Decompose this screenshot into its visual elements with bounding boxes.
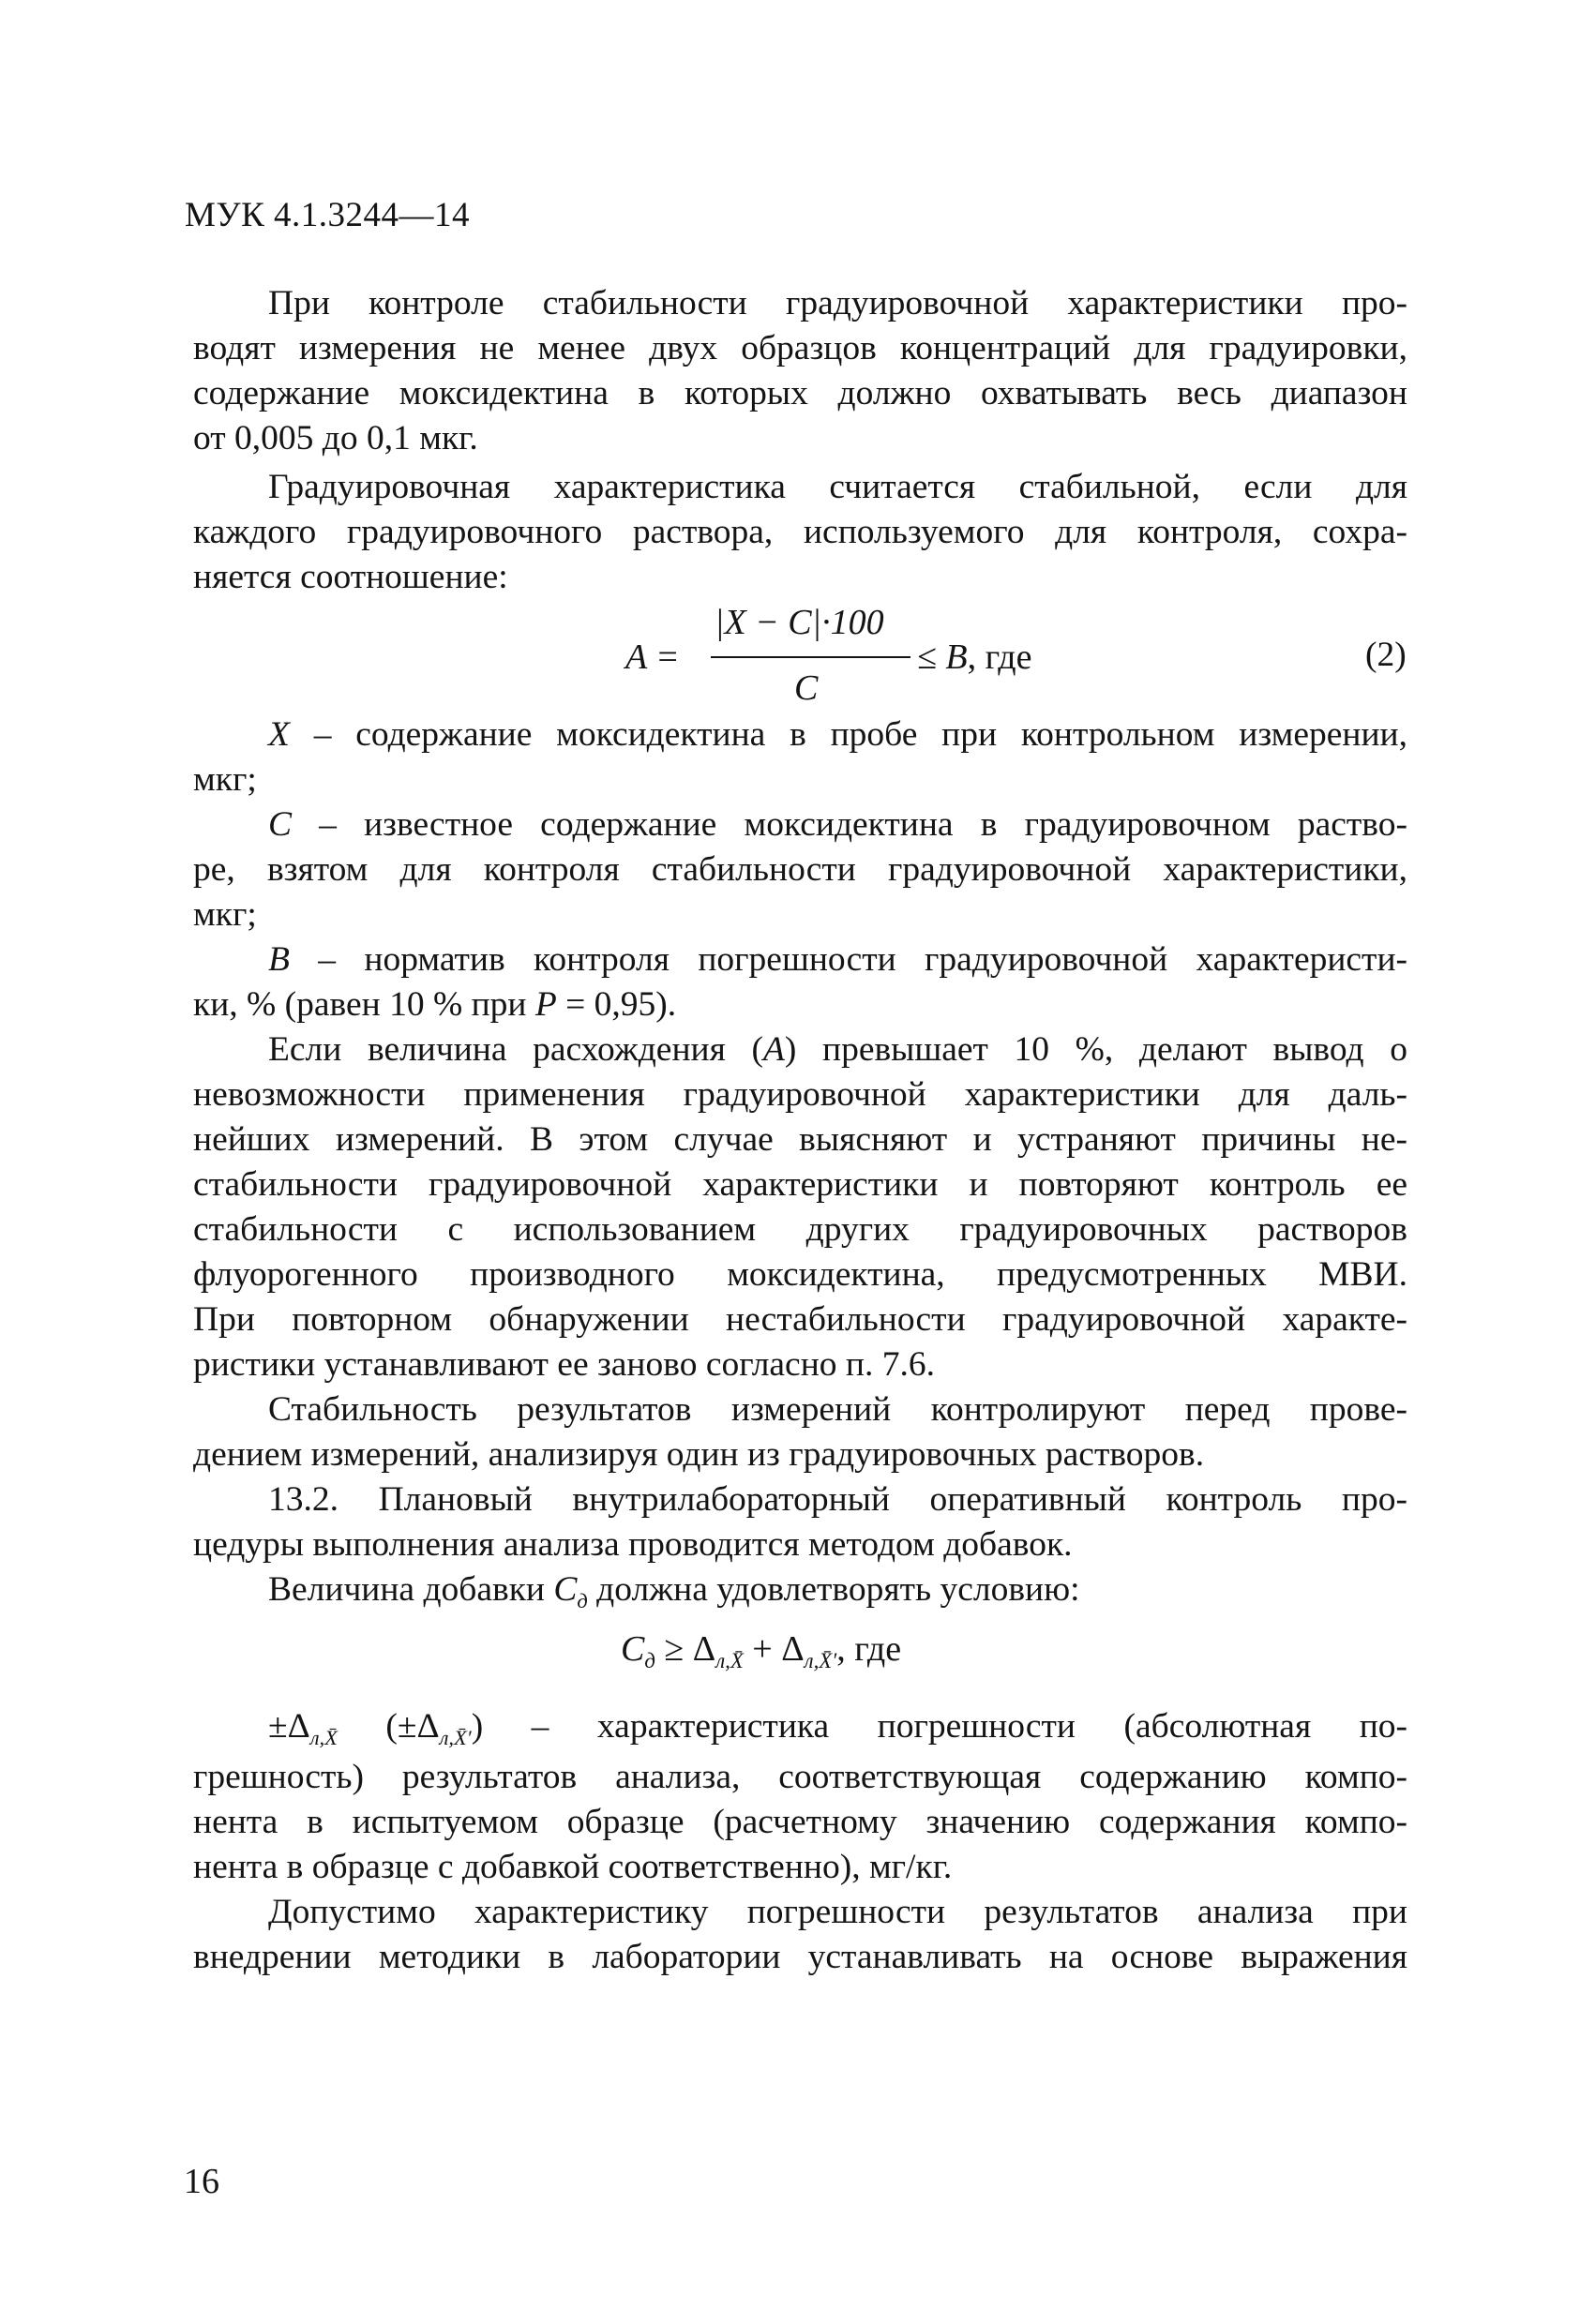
formula-denominator: C [794,668,819,708]
text-line: мкг; [193,760,257,799]
paragraph-stability-control [193,281,1407,461]
text-fragment: Если величина расхождения ( [268,1030,763,1069]
paragraph-permissible [193,1890,1407,1980]
paragraph-error-characteristic: $\pm\Delta_{л,X̄}$ $(\pm\Delta_{л,X̄'})$ – характеристика погрешности (абсолютная по- [268,1707,1408,1749]
text-fragment: Величина добавки [268,1570,554,1609]
text-line: Градуировочная характеристика считается стабильной, если для [268,468,1407,506]
formula-lhs: A = [625,637,680,677]
text-fragment: должна удовлетворять условию: [587,1570,1080,1609]
definition-b [193,937,1407,1027]
text-line: ре, взятом для контроля стабильности градуировочной характеристики, [193,850,1407,889]
paragraph-13-2 [193,1477,1407,1567]
text-line: мкг; [193,895,257,934]
text-line: Допустимо характеристику погрешности результатов анализа при [268,1893,1407,1931]
formula-rhs: ≤ B [917,637,968,677]
text-line: внедрении методики в лаборатории устанавливать на основе выражения [193,1938,1407,1976]
formula-additive-condition: $C_д \ge \Delta_{л,X̄} + \Delta_{л,X̄'}$, где [621,1629,902,1672]
paragraph-deviation [193,1027,1407,1387]
text-line: грешность) результатов анализа, соответствующая содержанию компо- [193,1758,1407,1796]
definition-text: – норматив контроля погрешности градуировочной характеристи- [289,940,1407,979]
text-line: Стабильность результатов измерений контролируют перед прове- [268,1390,1407,1429]
symbol-p: P [534,985,557,1024]
document-header: МУК 4.1.3244—14 [185,196,471,234]
symbol-x: X [268,715,290,754]
text-fragment: = 0,95). [556,985,677,1024]
text-line: няется соотношение: [193,558,508,596]
definition-c [193,802,1407,937]
paragraph-stability-results [193,1387,1407,1477]
text-line: от 0,005 до 0,1 мкг. [193,419,478,457]
text-line: содержание моксидектина в которых должно охватывать весь диапазон [193,374,1407,412]
paragraph-error-characteristic-cont [193,1755,1407,1890]
text-line: 13.2. Плановый внутрилабораторный оперативный контроль про- [268,1480,1407,1519]
symbol-c-d: C [553,1570,578,1609]
formula-numerator: |X − C|·100 [715,603,884,642]
text-line: водят измерения не менее двух образцов концентраций для градуировки, [193,329,1407,367]
text-line: невозможности применения градуировочной характеристики для даль- [193,1075,1407,1114]
definition-x [193,712,1407,802]
text-fragment: ки, % (равен 10 % при [193,985,535,1024]
page-number: 16 [184,2162,219,2201]
text-line: нейших измерений. В этом случае выясняют и устраняют причины не- [193,1120,1407,1159]
symbol-a: A [762,1030,785,1069]
text-line: стабильности с использованием других градуировочных растворов [193,1210,1407,1249]
definition-text: – содержание моксидектина в пробе при контрольном измерении, [289,715,1407,754]
text-line: При контроле стабильности градуировочной характеристики про- [268,284,1407,322]
symbol-b: B [268,940,290,979]
text-line: каждого градуировочного раствора, используемого для контроля, сохра- [193,513,1407,551]
text-line: флуорогенного производного моксидектина, предусмотренных МВИ. [193,1255,1407,1294]
fraction-bar [711,656,910,658]
text-line: стабильности градуировочной характеристики и повторяют контроль ее [193,1165,1407,1204]
text-line: дением измерений, анализируя один из градуировочных растворов. [193,1435,1205,1474]
definition-text: – известное содержание моксидектина в градуировочном раство- [292,805,1407,844]
text-fragment: ) превышает 10 %, делают вывод о [784,1030,1408,1069]
paragraph-stable-condition [193,465,1407,600]
paragraph-additive-value: Величина добавки $C_д$ должна удовлетворять условию: [268,1570,1080,1612]
equation-number: (2) [1365,636,1407,674]
text-line: При повторном обнаружении нестабильности градуировочной характе- [193,1300,1407,1339]
formula-suffix: , где [967,637,1032,677]
text-line: ристики устанавливают ее заново согласно п. 7.6. [193,1345,935,1384]
symbol-c: C [268,805,293,844]
text-line: нента в образце с добавкой соответственно), мг/кг. [193,1848,953,1886]
text-line: нента в испытуемом образце (расчетному значению содержания компо- [193,1803,1407,1841]
text-line: цедуры выполнения анализа проводится методом добавок. [193,1525,1073,1564]
